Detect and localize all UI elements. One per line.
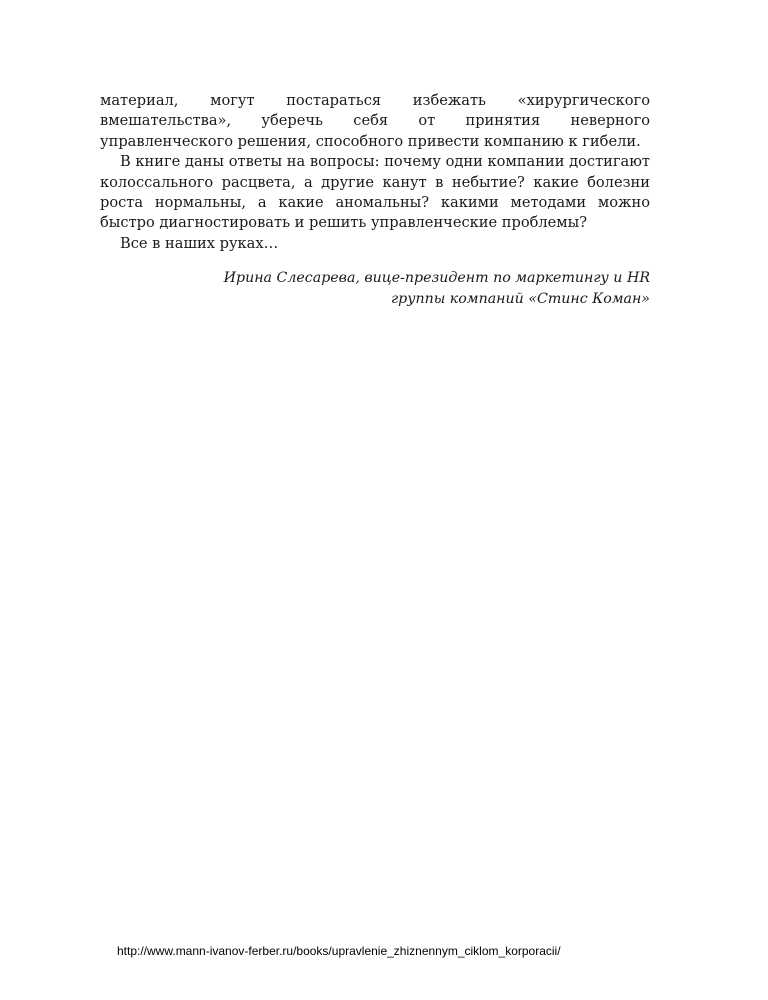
author-signature: [100, 268, 650, 309]
paragraph-closing: Все в наших руках…: [120, 234, 279, 252]
page-body: [100, 91, 650, 309]
signature-line-2: группы компаний «Стинс Коман»: [390, 290, 650, 307]
footer-url[interactable]: http://www.mann-ivanov-ferber.ru/books/upravlenie_zhiznennym_ciklom_korporacii/: [117, 944, 561, 958]
paragraph-questions: В книге даны ответы на вопросы: почему одни компании достигают колоссального расцвета, а другие канут в небытие? какие болезни роста нормальны, а какие аномальны? какими методами можно быстро диагностировать и решить управленческие проблемы?: [100, 153, 650, 232]
signature-line-1: Ирина Слесарева, вице-президент по маркетингу и HR: [223, 270, 650, 287]
paragraph-continuation: материал, могут постараться избежать «хирургического вмешательства», уберечь себя от принятия неверного управленческого решения, способного привести компанию к гибели.: [100, 92, 650, 150]
